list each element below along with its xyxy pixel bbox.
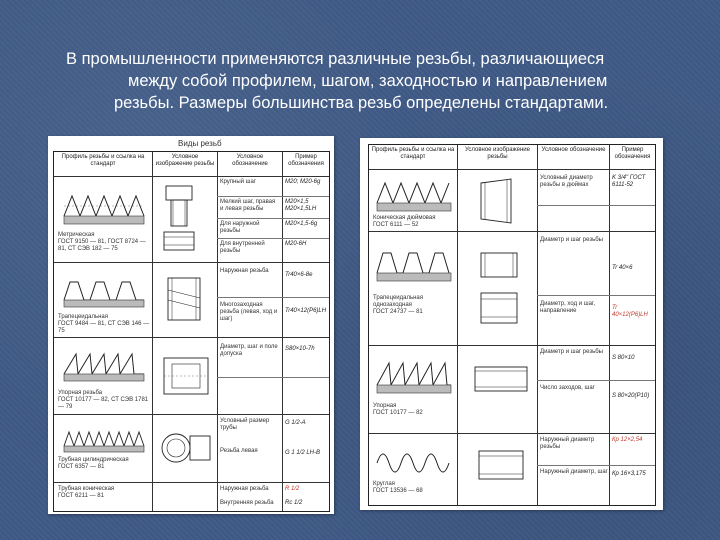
pipe-cyl-example-1: G 1/2-A [285, 420, 306, 426]
pipe-cyl-note-2: Резьба левая [220, 448, 258, 454]
metric-note-3: Для наружной резьбы [220, 221, 260, 235]
conical-inch-note-1: Условный диаметр резьбы в дюймах [540, 175, 593, 189]
round-profile-drawing [377, 441, 451, 475]
right-trapezoid-profile-drawing [377, 245, 451, 285]
round-note-2: Наружный диаметр, шаг [540, 469, 608, 475]
buttress-profile-drawing [64, 348, 144, 384]
conical-inch-profile-drawing [377, 175, 451, 217]
right-header-designation: Условное обозначение [541, 147, 606, 153]
metric-note-4: Для внутренней резьбы [220, 241, 265, 255]
metric-example-4: M20-6H [285, 241, 307, 247]
metric-note-1: Крупный шаг [220, 179, 256, 185]
right-header-example: Пример обозначения [614, 147, 651, 160]
round-drawing [473, 441, 529, 491]
metric-note-2: Мелкий шаг, правая и левая резьбы [220, 199, 276, 213]
right-trapezoid-caption: Трапецеидальная однозаходная ГОСТ 24737 — 81 [373, 295, 424, 316]
right-buttress-example-2: S 80×20(P10) [612, 393, 650, 399]
right-buttress-note-1: Диаметр и шаг резьбы [540, 349, 603, 355]
pipe-cyl-profile-drawing [64, 424, 144, 454]
pipe-cyl-caption: Трубная цилиндрическая ГОСТ 6357 — 81 [58, 457, 129, 471]
left-header-example: Пример обозначения [288, 154, 324, 167]
conical-inch-caption: Коническая дюймовая ГОСТ 6111 — 52 [373, 215, 436, 229]
trapezoid-note-2: Многозаходная резьба (левая, ход и шаг) [220, 302, 278, 323]
right-buttress-profile-drawing [377, 355, 451, 397]
trapezoid-example-1: Tr40×6-8e [285, 272, 313, 278]
left-header-image: Условное изображение резьбы [155, 154, 215, 167]
right-trapezoid-example-2: Tr 40×12(P6)LH [612, 305, 648, 319]
left-table-frame [53, 151, 330, 512]
trapezoid-profile-drawing [64, 274, 144, 310]
round-example-1: Кр 12×2,54 [612, 437, 643, 443]
round-caption: Круглая ГОСТ 13536 — 68 [373, 481, 423, 495]
metric-example-2: М20×1,5 M20×1,5LH [285, 199, 317, 213]
right-buttress-caption: Упорная ГОСТ 10177 — 82 [373, 403, 423, 417]
trapezoid-note-1: Наружная резьба [220, 268, 269, 274]
slide-text [66, 48, 686, 114]
conical-inch-drawing [471, 175, 527, 227]
round-example-2: Кр 16×3,175 [612, 471, 646, 477]
buttress-screw-drawing [158, 348, 214, 404]
buttress-example-1: S80×10-7h [285, 346, 315, 352]
left-thread-table [48, 136, 334, 514]
metric-bolt-drawing [158, 182, 213, 254]
metric-example-1: М20; М20-6g [285, 179, 321, 185]
trapezoid-example-2: Tr40×12(P6)LH [285, 308, 327, 314]
right-buttress-note-2: Число заходов, шаг [540, 385, 595, 391]
right-trapezoid-note-2: Диаметр, ход и шаг, направление [540, 301, 596, 315]
conical-inch-example-1: K 3/4" ГОСТ 6111-52 [612, 175, 646, 189]
slide-text-line-1: В промышленности применяются различные резьбы, различающиеся [66, 50, 605, 68]
buttress-note-1: Диаметр, шаг и поле допуска [220, 344, 278, 358]
right-trapezoid-example-1: Tr 40×6 [612, 265, 633, 271]
pipe-con-example-2: Rc 1/2 [285, 500, 303, 506]
metric-example-3: M20×1,5-6g [285, 221, 318, 227]
buttress-caption: Упорная резьба ГОСТ 10177 — 82, СТ СЭВ 1781 — 79 [58, 390, 149, 411]
slide-text-line-2: между собой профилем, шагом, заходностью и направлением [128, 72, 608, 90]
right-thread-table [360, 138, 663, 510]
pipe-cyl-example-2: G 1 1/2 LH-B [285, 450, 321, 456]
right-trapezoid-note-1: Диаметр и шаг резьбы [540, 237, 603, 243]
right-buttress-example-1: S 80×10 [612, 355, 635, 361]
pipe-con-note-1: Наружная резьба [220, 486, 269, 492]
metric-profile-drawing [64, 186, 144, 226]
trapezoid-screw-drawing [160, 270, 212, 328]
left-header-profile: Профиль резьбы и ссылка на стандарт [61, 154, 145, 167]
pipe-con-note-2: Внутренняя резьба [220, 500, 274, 506]
pipe-con-example-1: R 1/2 [285, 486, 300, 492]
left-table-title: Виды резьб [178, 139, 222, 148]
pipe-cyl-note-1: Условный размер трубы [220, 418, 270, 432]
right-table-frame [368, 144, 656, 506]
right-buttress-drawing [471, 359, 531, 399]
pipe-cyl-drawing [158, 424, 214, 472]
right-header-profile: Профиль резьбы и ссылка на стандарт [371, 147, 455, 160]
left-header-designation: Условное обозначение [232, 154, 268, 167]
slide-text-line-3: резьбы. Размеры большинства резьб определены стандартами. [114, 94, 609, 112]
metric-caption: Метрическая ГОСТ 9150 — 81, ГОСТ 8724 — 81, СТ СЭВ 182 — 75 [58, 232, 146, 253]
right-header-image: Условное изображение резьбы [465, 147, 530, 160]
right-trapezoid-drawing [473, 249, 529, 329]
round-note-1: Наружный диаметр резьбы [540, 437, 595, 451]
pipe-con-caption: Трубная коническая ГОСТ 6211 — 81 [58, 486, 115, 500]
trapezoid-caption: Трапецеидальная ГОСТ 9484 — 81, СТ СЭВ 146 — 75 [58, 314, 150, 335]
